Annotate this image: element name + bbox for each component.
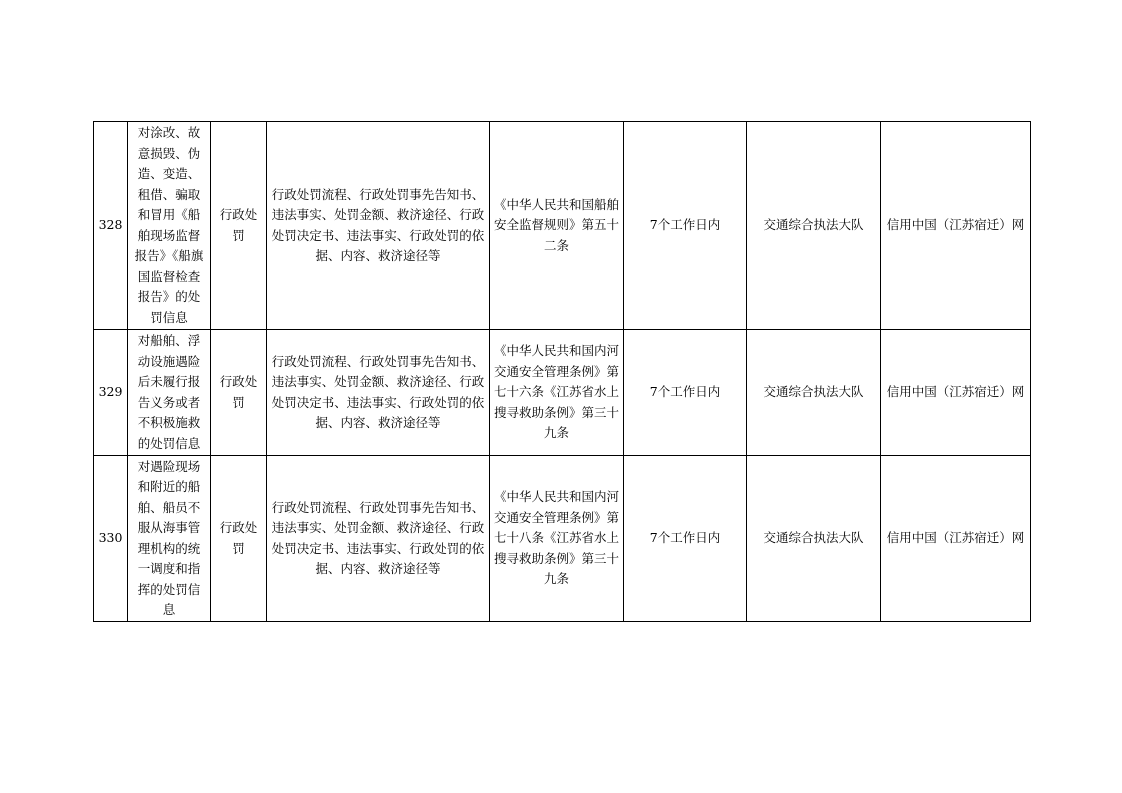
- department-cell: 交通综合执法大队: [747, 122, 881, 330]
- deadline-cell: 7个工作日内: [624, 122, 747, 330]
- content-cell: 行政处罚流程、行政处罚事先告知书、违法事实、处罚金额、救济途径、行政处罚决定书、违法事实、行政处罚的依据、内容、救济途径等: [267, 122, 490, 330]
- table-row: [94, 330, 1031, 456]
- table-row: [94, 456, 1031, 622]
- department-cell: 交通综合执法大队: [747, 330, 881, 456]
- row-number: 329: [94, 330, 128, 456]
- channel-cell: 信用中国（江苏宿迁）网: [881, 330, 1031, 456]
- deadline-cell: 7个工作日内: [624, 330, 747, 456]
- disclosure-table: [93, 121, 1031, 622]
- content-cell: 行政处罚流程、行政处罚事先告知书、违法事实、处罚金额、救济途径、行政处罚决定书、违法事实、行政处罚的依据、内容、救济途径等: [267, 456, 490, 622]
- item-name-cell: 对船舶、浮动设施遇险后未履行报告义务或者不积极施救的处罚信息: [128, 330, 211, 456]
- item-name-cell: 对涂改、故意损毁、伪造、变造、租借、骗取和冒用《船舶现场监督报告》《船旗国监督检查报告》的处罚信息: [128, 122, 211, 330]
- row-number: 328: [94, 122, 128, 330]
- item-name-cell: 对遇险现场和附近的船舶、船员不服从海事管理机构的统一调度和指挥的处罚信息: [128, 456, 211, 622]
- category-cell: 行政处罚: [211, 122, 267, 330]
- category-cell: 行政处罚: [211, 456, 267, 622]
- category-cell: 行政处罚: [211, 330, 267, 456]
- row-number: 330: [94, 456, 128, 622]
- legal-basis-cell: 《中华人民共和国船舶安全监督规则》第五十二条: [490, 122, 624, 330]
- channel-cell: 信用中国（江苏宿迁）网: [881, 456, 1031, 622]
- table-row: [94, 122, 1031, 330]
- channel-cell: 信用中国（江苏宿迁）网: [881, 122, 1031, 330]
- content-cell: 行政处罚流程、行政处罚事先告知书、违法事实、处罚金额、救济途径、行政处罚决定书、违法事实、行政处罚的依据、内容、救济途径等: [267, 330, 490, 456]
- department-cell: 交通综合执法大队: [747, 456, 881, 622]
- legal-basis-cell: 《中华人民共和国内河交通安全管理条例》第七十六条《江苏省水上搜寻救助条例》第三十九条: [490, 330, 624, 456]
- legal-basis-cell: 《中华人民共和国内河交通安全管理条例》第七十八条《江苏省水上搜寻救助条例》第三十九条: [490, 456, 624, 622]
- deadline-cell: 7个工作日内: [624, 456, 747, 622]
